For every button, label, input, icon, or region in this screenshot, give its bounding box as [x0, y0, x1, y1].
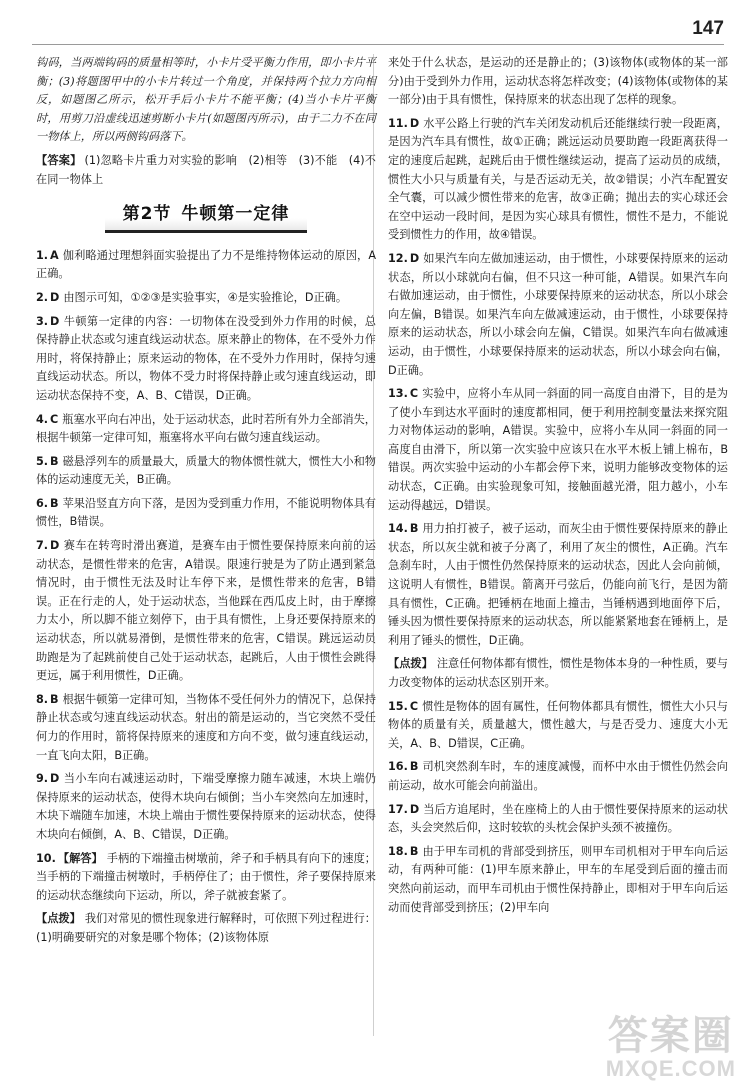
answer-item — [388, 54, 728, 110]
answer-item — [36, 537, 376, 686]
answer-item — [36, 691, 376, 765]
item-answer: B — [409, 760, 419, 774]
item-number: 18. — [388, 844, 408, 858]
item-text: 用力拍打被子，被子运动，而灰尘由于惯性要保持原来的静止状态，所以灰尘就和被子分离了，利用了灰尘的惯性，A正确。汽车急刹车时，人由于惯性仍然保持原来的运动状态，因此人会向前倾，这说明人有惯性，B错误。箭离开弓弦后，仍能向前飞行，是因为箭具有惯性，C正确。把锤柄在地面上撞击，当锤柄遇到地面停下后，锤头因为惯性要保持原来的运动状态，所以能紧紧地套在锤柄上，是利用了锤头的惯性，D正确。 — [388, 522, 728, 647]
item-answer: 【解答】 — [57, 851, 103, 865]
item-text: 由图示可知，①②③是实验事实，④是实验推论，D正确。 — [63, 290, 348, 304]
watermark-main-text: 答案圈 — [607, 1014, 734, 1058]
answer-item — [36, 453, 376, 490]
item-number: 17. — [388, 802, 408, 816]
left-item-list — [36, 247, 376, 948]
section-number: 第2节 — [122, 204, 172, 225]
item-number: 15. — [388, 699, 408, 713]
section-heading — [36, 201, 376, 233]
item-answer: B — [50, 496, 59, 510]
item-text: 手柄的下端撞击树墩前，斧子和手柄具有向下的速度；当手柄的下端撞击树墩时，手柄停住了；由于惯性，斧子要保持原来的运动状态继续向下运动，所以，斧子就被套紧了。 — [36, 851, 376, 902]
item-text: 牛顿第一定律的内容：一切物体在没受到外力作用的时候，总保持静止状态或匀速直线运动状态。原来静止的物体，在不受外力作用时，将保持静止；原来运动的物体，在不受外力作用时，保持匀速直线运动状态。所以，物体不受力时将保持静止或匀速直线运动，即运动状态保持不变，A、B、C错误，D正确。 — [36, 314, 376, 402]
item-text: 苹果沿竖直方向下落，是因为受到重力作用，不能说明物体具有惯性，B错误。 — [36, 496, 376, 529]
watermark-sub-text: MXQE.COM — [605, 1056, 736, 1081]
answer-item — [388, 655, 728, 692]
item-answer: 【点拨】 — [36, 912, 81, 926]
item-answer: B — [409, 844, 419, 858]
item-answer: D — [50, 290, 60, 304]
item-number: 1. — [36, 248, 49, 262]
watermark-logo — [606, 1014, 736, 1080]
item-answer: 【点拨】 — [388, 657, 433, 671]
item-number: 8. — [36, 692, 49, 706]
item-text: 当小车向右减速运动时，下端受摩擦力随车减速，木块上端仍保持原来的运动状态，使得木块向右倾倒；当小车突然向左加速时，木块下端随车加速，木块上端由于惯性要保持原来的运动状态，使得木块向右倾倒，A、B、C错误，D正确。 — [36, 772, 376, 841]
item-number: 5. — [36, 454, 49, 468]
answer-item — [36, 910, 376, 947]
item-number: 4. — [36, 412, 49, 426]
answer-item — [36, 770, 376, 844]
item-text: 惯性是物体的固有属性，任何物体都具有惯性，惯性大小只与物体的质量有关，质量越大，惯性越大，与是否受力、速度大小无关，A、B、D错误，C正确。 — [388, 699, 728, 750]
answer-item — [36, 495, 376, 532]
item-answer: D — [50, 539, 60, 553]
item-number: 3. — [36, 314, 49, 328]
item-text: 赛车在转弯时滑出赛道，是赛车由于惯性要保持原来向前的运动状态，是惯性带来的危害，A错误。限速行驶是为了防止遇到紧急情况时，由于惯性无法及时让车停下来，是惯性带来的危害，B错误。正在行走的人，处于运动状态，当他踩在西瓜皮上时，由于摩擦力太小，所以脚不能立刻停下，由于具有惯性，上身还要保持原来的运动状态，所以就易滑倒，是惯性带来的危害，C错误。跳远运动员助跑是为了起跳前使自己处于运动状态，起跳后，人由于惯性会跳得更远，属于利用惯性，D正确。 — [36, 539, 376, 683]
item-number: 14. — [388, 522, 408, 536]
section-title: 牛顿第一定律 — [181, 204, 290, 225]
item-answer: C — [409, 387, 419, 401]
item-text: 如果汽车向左做加速运动，由于惯性，小球要保持原来的运动状态，所以小球就向右偏，但不只这一种可能，A错误。如果汽车向右做加速运动，由于惯性，小球要保持原来的运动状态，所以小球会向左偏，B错误。如果汽车向左做减速运动，由于惯性，小球要保持原来的运动状态，所以小球会向左偏，C错误。如果汽车向右做减速运动，由于惯性，小球要保持原来的运动状态，所以小球会向右偏，D正确。 — [388, 251, 728, 377]
item-text: 瓶塞水平向右冲出，处于运动状态，此时若所有外力全部消失，根据牛顿第一定律可知，瓶塞将水平向右做匀速直线运动。 — [36, 412, 376, 445]
answer-item — [388, 698, 728, 754]
answer-item — [388, 520, 728, 650]
item-text: 由于甲车司机的背部受到挤压，则甲车司机相对于甲车向后运动，有两种可能：(1)甲车原来静止，甲车的车尾受到后面的撞击而突然向前运动，而甲车司机由于惯性保持静止，即相对于甲车向后运动而使背部受到挤压；(2)甲车向 — [388, 844, 728, 914]
item-answer: D — [409, 251, 420, 265]
answer-item — [36, 313, 376, 406]
page-number: 147 — [692, 18, 724, 39]
item-answer: B — [50, 692, 59, 706]
item-answer: B — [409, 522, 419, 536]
item-number: 2. — [36, 290, 49, 304]
item-number: 11. — [388, 116, 408, 130]
answer-label: 【答案】 — [36, 153, 82, 167]
item-text: 当后方追尾时，坐在座椅上的人由于惯性要保持原来的运动状态，头会突然后仰，这时较软的头枕会保护头颈不被撞伤。 — [388, 802, 728, 835]
item-text: 司机突然刹车时，车的速度减慢，而杯中水由于惯性仍然会向前运动，故水可能会向前溢出。 — [388, 760, 728, 792]
item-answer: D — [409, 116, 420, 130]
answer-item — [388, 843, 728, 917]
answer-item — [36, 247, 376, 284]
item-answer: C — [50, 412, 59, 426]
answer-item — [388, 801, 728, 838]
answer-block — [36, 152, 376, 189]
intro-paragraph: 钩码，当两端钩码的质量相等时，小卡片受平衡力作用，即小卡片平衡；(3)将题图甲中的小卡片转过一个角度，并保持两个拉力方向相反，如题图乙所示，松开手后小卡片不能平衡；(4)当小卡片平衡时，用剪刀沿虚线迅速剪断小卡片(如题图丙所示)，由于二力不在同一物体上，所以两侧钩码落下。 — [36, 56, 376, 144]
item-number: 7. — [36, 539, 49, 553]
item-answer: D — [50, 772, 60, 786]
answer-item — [36, 289, 376, 308]
item-text: 来处于什么状态，是运动的还是静止的；(3)该物体(或物体的某一部分)由于受到外力作用，运动状态将怎样改变；(4)该物体(或物体的某一部分)由于具有惯性，保持原来的状态出现了怎样的现象。 — [388, 56, 728, 107]
answer-item — [36, 850, 376, 906]
section-heading-box — [105, 201, 308, 233]
item-text: 实验中，应将小车从同一斜面的同一高度自由滑下，目的是为了使小车到达水平面时的速度都相同，便于利用控制变量法来探究阻力对物体运动的影响，A错误。实验中，应将小车从同一斜面的同一高度自由滑下，所以第一次实验中应该只在水平木板上铺上棉布，B错误。两次实验中运动的小车都会停下来，说明力能够改变物体的运动状态，C正确。由实验现象可知，接触面越光滑，阻力越小，小车运动得越远，D错误。 — [388, 387, 728, 512]
item-number: 10. — [36, 851, 56, 865]
item-text: 根据牛顿第一定律可知，当物体不受任何外力的情况下，总保持静止状态或匀速直线运动状态。射出的箭是运动的，当它突然不受任何力的作用时，箭将保持原来的速度和方向不变，做匀速直线运动，一直飞向太阳，B正确。 — [36, 692, 376, 762]
answer-item — [36, 411, 376, 448]
item-text: 注意任何物体都有惯性，惯性是物体本身的一种性质，要与力改变物体的运动状态区别开来。 — [388, 657, 728, 689]
item-text: 磁悬浮列车的质量最大，质量大的物体惯性就大，惯性大小和物体的运动速度无关，B正确。 — [36, 454, 376, 487]
left-column — [36, 54, 376, 953]
item-text: 我们对常见的惯性现象进行解释时，可依照下列过程进行：(1)明确要研究的对象是哪个物体；(2)该物体原 — [36, 912, 376, 944]
item-answer: D — [50, 314, 60, 328]
item-answer: A — [50, 248, 59, 262]
item-number: 9. — [36, 772, 49, 786]
item-number: 6. — [36, 496, 49, 510]
item-number: 12. — [388, 251, 408, 265]
item-text: 伽利略通过理想斜面实验提出了力不是维持物体运动的原因，A正确。 — [36, 248, 376, 281]
item-answer: D — [409, 802, 420, 816]
item-number: 16. — [388, 760, 408, 774]
answer-item — [388, 250, 728, 380]
answer-text: (1)忽略卡片重力对实验的影响 (2)相等 (3)不能 (4)不在同一物体上 — [36, 153, 376, 186]
right-item-list — [388, 54, 728, 917]
item-answer: B — [50, 454, 59, 468]
item-answer: C — [409, 699, 419, 713]
answer-item — [388, 115, 728, 245]
right-column — [388, 54, 728, 922]
header-rule — [32, 44, 724, 45]
item-number: 13. — [388, 387, 408, 401]
answer-item — [388, 385, 728, 515]
answer-item — [388, 758, 728, 795]
item-text: 水平公路上行驶的汽车关闭发动机后还能继续行驶一段距离，是因为汽车具有惯性，故①正确；跳远运动员要助跑一段距离获得一定的速度后起跳，起跳后由于惯性继续运动，提高了运动员的成绩，惯性大小只与质量有关，与是否运动无关，故②错误；小汽车配置安全气囊，可以减少惯性带来的危害，故③正确；抛出去的实心球还会在空中运动一段时间，是因为实心球具有惯性，惯性不是力，不能说受到惯性力的作用，故④错误。 — [388, 116, 728, 242]
